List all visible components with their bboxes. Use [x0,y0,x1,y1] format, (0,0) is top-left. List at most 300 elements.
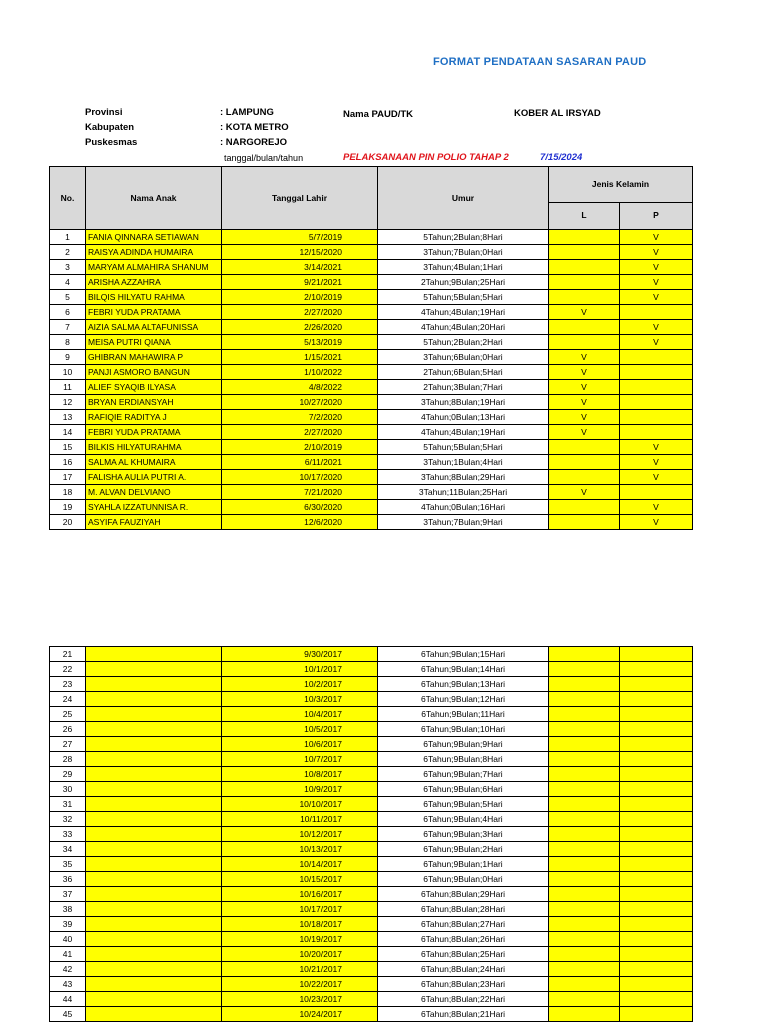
row-umur[interactable]: 6Tahun;8Bulan;23Hari [378,977,549,992]
row-nama[interactable]: ASYIFA FAUZIYAH [86,515,222,530]
row-p[interactable] [620,977,693,992]
row-tgl[interactable]: 10/4/2017 [222,707,378,722]
row-nama[interactable] [86,977,222,992]
row-tgl[interactable]: 3/14/2021 [222,260,378,275]
row-p[interactable] [620,1007,693,1022]
row-umur[interactable]: 3Tahun;8Bulan;29Hari [378,470,549,485]
row-no[interactable]: 43 [50,977,86,992]
row-nama[interactable] [86,812,222,827]
row-umur[interactable]: 2Tahun;3Bulan;7Hari [378,380,549,395]
row-tgl[interactable]: 4/8/2022 [222,380,378,395]
row-umur[interactable]: 6Tahun;9Bulan;5Hari [378,797,549,812]
row-tgl[interactable]: 10/19/2017 [222,932,378,947]
row-p[interactable]: V [620,500,693,515]
row-p[interactable] [620,827,693,842]
row-nama[interactable]: FEBRI YUDA PRATAMA [86,305,222,320]
row-p[interactable] [620,395,693,410]
row-l[interactable] [549,752,620,767]
row-p[interactable] [620,692,693,707]
row-l[interactable] [549,872,620,887]
row-no[interactable]: 8 [50,335,86,350]
row-no[interactable]: 41 [50,947,86,962]
row-umur[interactable]: 6Tahun;9Bulan;1Hari [378,857,549,872]
row-no[interactable]: 1 [50,230,86,245]
table-row [50,722,693,737]
row-no[interactable]: 45 [50,1007,86,1022]
row-tgl[interactable]: 10/6/2017 [222,737,378,752]
row-p[interactable] [620,947,693,962]
row-nama[interactable]: SALMA AL KHUMAIRA [86,455,222,470]
row-tgl[interactable]: 2/27/2020 [222,305,378,320]
row-no[interactable]: 40 [50,932,86,947]
row-tgl[interactable]: 10/2/2017 [222,677,378,692]
row-p[interactable] [620,812,693,827]
table-row [50,275,693,290]
row-p[interactable] [620,305,693,320]
row-nama[interactable]: MARYAM ALMAHIRA SHANUM [86,260,222,275]
row-no[interactable]: 17 [50,470,86,485]
row-nama[interactable]: FANIA QINNARA SETIAWAN [86,230,222,245]
row-no[interactable]: 7 [50,320,86,335]
row-tgl[interactable]: 10/10/2017 [222,797,378,812]
row-nama[interactable]: RAISYA ADINDA HUMAIRA [86,245,222,260]
row-l[interactable] [549,977,620,992]
table-row [50,440,693,455]
row-l[interactable] [549,677,620,692]
row-no[interactable]: 11 [50,380,86,395]
row-p[interactable] [620,647,693,662]
table-row [50,842,693,857]
row-umur[interactable]: 3Tahun;6Bulan;0Hari [378,350,549,365]
row-tgl[interactable]: 10/27/2020 [222,395,378,410]
row-tgl[interactable]: 12/6/2020 [222,515,378,530]
row-no[interactable]: 28 [50,752,86,767]
row-l[interactable] [549,260,620,275]
row-p[interactable]: V [620,335,693,350]
row-l[interactable]: V [549,305,620,320]
row-l[interactable] [549,275,620,290]
row-no[interactable]: 27 [50,737,86,752]
row-umur[interactable]: 6Tahun;9Bulan;9Hari [378,737,549,752]
row-tgl[interactable]: 9/30/2017 [222,647,378,662]
row-tgl[interactable]: 5/13/2019 [222,335,378,350]
row-nama[interactable]: BILKIS HILYATURAHMA [86,440,222,455]
puskesmas-label: Puskesmas [85,137,138,148]
row-p[interactable] [620,857,693,872]
row-umur[interactable]: 3Tahun;4Bulan;1Hari [378,260,549,275]
row-umur[interactable]: 6Tahun;8Bulan;26Hari [378,932,549,947]
row-p[interactable] [620,887,693,902]
row-nama[interactable]: PANJI ASMORO BANGUN [86,365,222,380]
row-no[interactable]: 10 [50,365,86,380]
row-umur[interactable]: 6Tahun;9Bulan;15Hari [378,647,549,662]
row-p[interactable]: V [620,275,693,290]
row-nama[interactable] [86,722,222,737]
row-nama[interactable]: SYAHLA IZZATUNNISA R. [86,500,222,515]
row-nama[interactable] [86,647,222,662]
row-nama[interactable] [86,707,222,722]
row-umur[interactable]: 6Tahun;9Bulan;3Hari [378,827,549,842]
row-l[interactable] [549,932,620,947]
table-row [50,812,693,827]
row-tgl[interactable]: 10/12/2017 [222,827,378,842]
row-p[interactable] [620,932,693,947]
row-nama[interactable]: GHIBRAN MAHAWIRA P [86,350,222,365]
row-l[interactable] [549,842,620,857]
row-p[interactable] [620,677,693,692]
row-p[interactable]: V [620,245,693,260]
row-umur[interactable]: 3Tahun;8Bulan;19Hari [378,395,549,410]
row-p[interactable] [620,485,693,500]
row-umur[interactable]: 3Tahun;1Bulan;4Hari [378,455,549,470]
row-p[interactable] [620,962,693,977]
row-p[interactable] [620,410,693,425]
row-no[interactable]: 44 [50,992,86,1007]
row-umur[interactable]: 6Tahun;8Bulan;21Hari [378,1007,549,1022]
row-umur[interactable]: 6Tahun;9Bulan;6Hari [378,782,549,797]
row-umur[interactable]: 6Tahun;9Bulan;12Hari [378,692,549,707]
table-row [50,1007,693,1022]
row-l[interactable] [549,887,620,902]
row-l[interactable]: V [549,380,620,395]
row-nama[interactable] [86,932,222,947]
row-p[interactable] [620,872,693,887]
row-tgl[interactable]: 9/21/2021 [222,275,378,290]
row-umur[interactable]: 6Tahun;8Bulan;27Hari [378,917,549,932]
row-l[interactable] [549,992,620,1007]
row-l[interactable] [549,737,620,752]
row-nama[interactable]: BRYAN ERDIANSYAH [86,395,222,410]
row-nama[interactable]: AIZIA SALMA ALTAFUNISSA [86,320,222,335]
row-nama[interactable] [86,767,222,782]
row-tgl[interactable]: 10/17/2017 [222,902,378,917]
row-nama[interactable] [86,962,222,977]
table-row [50,797,693,812]
table-row [50,977,693,992]
row-tgl[interactable]: 2/10/2019 [222,290,378,305]
row-tgl[interactable]: 10/7/2017 [222,752,378,767]
row-tgl[interactable]: 10/3/2017 [222,692,378,707]
row-nama[interactable] [86,902,222,917]
row-nama[interactable]: FALISHA AULIA PUTRI A. [86,470,222,485]
row-nama[interactable] [86,737,222,752]
row-tgl[interactable]: 6/11/2021 [222,455,378,470]
row-l[interactable] [549,812,620,827]
row-p[interactable] [620,350,693,365]
row-no[interactable]: 12 [50,395,86,410]
row-no[interactable]: 14 [50,425,86,440]
row-p[interactable] [620,767,693,782]
row-p[interactable] [620,365,693,380]
row-umur[interactable]: 2Tahun;6Bulan;5Hari [378,365,549,380]
row-no[interactable]: 15 [50,440,86,455]
table-row [50,305,693,320]
row-p[interactable] [620,992,693,1007]
row-p[interactable] [620,722,693,737]
row-nama[interactable]: RAFIQIE RADITYA J [86,410,222,425]
row-l[interactable] [549,1007,620,1022]
table-row [50,932,693,947]
row-umur[interactable]: 6Tahun;9Bulan;11Hari [378,707,549,722]
row-tgl[interactable]: 10/11/2017 [222,812,378,827]
row-l[interactable] [549,722,620,737]
row-no[interactable]: 3 [50,260,86,275]
row-nama[interactable] [86,797,222,812]
row-l[interactable] [549,647,620,662]
row-tgl[interactable]: 5/7/2019 [222,230,378,245]
row-tgl[interactable]: 10/14/2017 [222,857,378,872]
row-nama[interactable] [86,677,222,692]
row-umur[interactable]: 5Tahun;2Bulan;2Hari [378,335,549,350]
row-p[interactable]: V [620,260,693,275]
row-tgl[interactable]: 10/21/2017 [222,962,378,977]
header-tgl: Tanggal Lahir [222,167,378,230]
row-umur[interactable]: 5Tahun;5Bulan;5Hari [378,440,549,455]
row-l[interactable] [549,857,620,872]
header-nama: Nama Anak [86,167,222,230]
table-row [50,290,693,305]
row-umur[interactable]: 6Tahun;8Bulan;24Hari [378,962,549,977]
row-no[interactable]: 24 [50,692,86,707]
table-row [50,365,693,380]
row-nama[interactable] [86,992,222,1007]
row-umur[interactable]: 4Tahun;4Bulan;20Hari [378,320,549,335]
row-nama[interactable]: FEBRI YUDA PRATAMA [86,425,222,440]
row-nama[interactable] [86,887,222,902]
row-nama[interactable] [86,752,222,767]
sasaran-table-1 [49,166,693,530]
row-tgl[interactable]: 10/18/2017 [222,917,378,932]
row-umur[interactable]: 6Tahun;9Bulan;4Hari [378,812,549,827]
row-p[interactable] [620,380,693,395]
row-l[interactable] [549,500,620,515]
row-p[interactable] [620,752,693,767]
row-no[interactable]: 31 [50,797,86,812]
row-l[interactable] [549,230,620,245]
row-l[interactable] [549,917,620,932]
row-umur[interactable]: 6Tahun;8Bulan;22Hari [378,992,549,1007]
row-no[interactable]: 36 [50,872,86,887]
row-nama[interactable] [86,872,222,887]
row-umur[interactable]: 4Tahun;4Bulan;19Hari [378,425,549,440]
row-tgl[interactable]: 10/17/2020 [222,470,378,485]
row-tgl[interactable]: 7/2/2020 [222,410,378,425]
row-l[interactable]: V [549,365,620,380]
row-no[interactable]: 32 [50,812,86,827]
kabupaten-value: : KOTA METRO [220,122,289,133]
row-no[interactable]: 5 [50,290,86,305]
row-tgl[interactable]: 1/15/2021 [222,350,378,365]
row-umur[interactable]: 6Tahun;9Bulan;14Hari [378,662,549,677]
row-p[interactable] [620,707,693,722]
paud-value: KOBER AL IRSYAD [514,108,601,119]
page-title: FORMAT PENDATAAN SASARAN PAUD [433,56,647,68]
row-l[interactable] [549,707,620,722]
row-tgl[interactable]: 10/23/2017 [222,992,378,1007]
row-nama[interactable] [86,662,222,677]
row-l[interactable] [549,692,620,707]
row-tgl[interactable]: 10/1/2017 [222,662,378,677]
row-l[interactable] [549,515,620,530]
row-l[interactable] [549,782,620,797]
row-no[interactable]: 6 [50,305,86,320]
row-no[interactable]: 21 [50,647,86,662]
row-l[interactable]: V [549,485,620,500]
row-umur[interactable]: 6Tahun;8Bulan;28Hari [378,902,549,917]
header-jk: Jenis Kelamin [549,167,693,203]
row-umur[interactable]: 6Tahun;9Bulan;13Hari [378,677,549,692]
row-umur[interactable]: 6Tahun;9Bulan;10Hari [378,722,549,737]
row-nama[interactable]: ALIEF SYAQIB ILYASA [86,380,222,395]
row-l[interactable] [549,797,620,812]
row-no[interactable]: 4 [50,275,86,290]
row-nama[interactable] [86,842,222,857]
row-no[interactable]: 29 [50,767,86,782]
row-no[interactable]: 18 [50,485,86,500]
row-umur[interactable]: 2Tahun;9Bulan;25Hari [378,275,549,290]
row-no[interactable]: 42 [50,962,86,977]
row-p[interactable]: V [620,320,693,335]
row-p[interactable] [620,917,693,932]
row-l[interactable]: V [549,425,620,440]
row-p[interactable]: V [620,515,693,530]
row-no[interactable]: 2 [50,245,86,260]
row-no[interactable]: 30 [50,782,86,797]
row-nama[interactable]: M. ALVAN DELVIANO [86,485,222,500]
row-no[interactable]: 37 [50,887,86,902]
row-tgl[interactable]: 10/13/2017 [222,842,378,857]
row-tgl[interactable]: 10/20/2017 [222,947,378,962]
row-umur[interactable]: 3Tahun;7Bulan;9Hari [378,515,549,530]
row-p[interactable]: V [620,455,693,470]
row-nama[interactable] [86,947,222,962]
row-tgl[interactable]: 2/27/2020 [222,425,378,440]
row-umur[interactable]: 3Tahun;11Bulan;25Hari [378,485,549,500]
row-l[interactable] [549,290,620,305]
row-no[interactable]: 35 [50,857,86,872]
row-no[interactable]: 26 [50,722,86,737]
row-tgl[interactable]: 6/30/2020 [222,500,378,515]
row-no[interactable]: 16 [50,455,86,470]
row-l[interactable] [549,245,620,260]
row-p[interactable]: V [620,440,693,455]
row-no[interactable]: 34 [50,842,86,857]
header-no: No. [50,167,86,230]
row-no[interactable]: 20 [50,515,86,530]
row-nama[interactable] [86,917,222,932]
row-no[interactable]: 25 [50,707,86,722]
row-p[interactable] [620,425,693,440]
row-l[interactable]: V [549,395,620,410]
row-no[interactable]: 39 [50,917,86,932]
row-nama[interactable]: ARISHA AZZAHRA [86,275,222,290]
row-l[interactable] [549,827,620,842]
table-row [50,500,693,515]
row-p[interactable]: V [620,290,693,305]
row-tgl[interactable]: 12/15/2020 [222,245,378,260]
row-l[interactable] [549,320,620,335]
row-p[interactable] [620,842,693,857]
table-row [50,677,693,692]
row-l[interactable] [549,440,620,455]
row-umur[interactable]: 5Tahun;5Bulan;5Hari [378,290,549,305]
row-p[interactable] [620,902,693,917]
row-nama[interactable] [86,782,222,797]
row-umur[interactable]: 4Tahun;0Bulan;16Hari [378,500,549,515]
row-nama[interactable] [86,1007,222,1022]
row-l[interactable] [549,902,620,917]
row-tgl[interactable]: 7/21/2020 [222,485,378,500]
row-umur[interactable]: 4Tahun;4Bulan;19Hari [378,305,549,320]
row-umur[interactable]: 6Tahun;9Bulan;7Hari [378,767,549,782]
table-row [50,485,693,500]
row-umur[interactable]: 6Tahun;9Bulan;8Hari [378,752,549,767]
row-no[interactable]: 23 [50,677,86,692]
row-tgl[interactable]: 10/8/2017 [222,767,378,782]
row-p[interactable] [620,737,693,752]
row-umur[interactable]: 5Tahun;2Bulan;8Hari [378,230,549,245]
row-l[interactable] [549,962,620,977]
row-nama[interactable] [86,857,222,872]
row-tgl[interactable]: 10/9/2017 [222,782,378,797]
table-row [50,515,693,530]
row-no[interactable]: 13 [50,410,86,425]
row-nama[interactable] [86,827,222,842]
row-l[interactable] [549,662,620,677]
row-tgl[interactable]: 10/5/2017 [222,722,378,737]
row-tgl[interactable]: 1/10/2022 [222,365,378,380]
row-l[interactable] [549,455,620,470]
table-row [50,902,693,917]
table-row [50,410,693,425]
row-tgl[interactable]: 10/24/2017 [222,1007,378,1022]
row-umur[interactable]: 6Tahun;9Bulan;0Hari [378,872,549,887]
row-no[interactable]: 38 [50,902,86,917]
row-umur[interactable]: 3Tahun;7Bulan;0Hari [378,245,549,260]
row-no[interactable]: 22 [50,662,86,677]
row-l[interactable] [549,767,620,782]
row-p[interactable]: V [620,230,693,245]
row-umur[interactable]: 6Tahun;9Bulan;2Hari [378,842,549,857]
row-umur[interactable]: 6Tahun;8Bulan;25Hari [378,947,549,962]
row-p[interactable] [620,662,693,677]
row-no[interactable]: 33 [50,827,86,842]
row-tgl[interactable]: 2/10/2019 [222,440,378,455]
row-umur[interactable]: 4Tahun;0Bulan;13Hari [378,410,549,425]
row-nama[interactable]: BILQIS HILYATU RAHMA [86,290,222,305]
row-p[interactable] [620,797,693,812]
table-row [50,992,693,1007]
row-tgl[interactable]: 10/15/2017 [222,872,378,887]
row-tgl[interactable]: 2/26/2020 [222,320,378,335]
row-no[interactable]: 9 [50,350,86,365]
row-l[interactable] [549,335,620,350]
row-l[interactable]: V [549,350,620,365]
row-l[interactable] [549,470,620,485]
row-l[interactable] [549,947,620,962]
row-umur[interactable]: 6Tahun;8Bulan;29Hari [378,887,549,902]
row-tgl[interactable]: 10/16/2017 [222,887,378,902]
header-umur: Umur [378,167,549,230]
row-tgl[interactable]: 10/22/2017 [222,977,378,992]
row-p[interactable] [620,782,693,797]
provinsi-value: : LAMPUNG [220,107,274,118]
row-p[interactable]: V [620,470,693,485]
row-nama[interactable] [86,692,222,707]
row-no[interactable]: 19 [50,500,86,515]
row-nama[interactable]: MEISA PUTRI QIANA [86,335,222,350]
row-l[interactable]: V [549,410,620,425]
